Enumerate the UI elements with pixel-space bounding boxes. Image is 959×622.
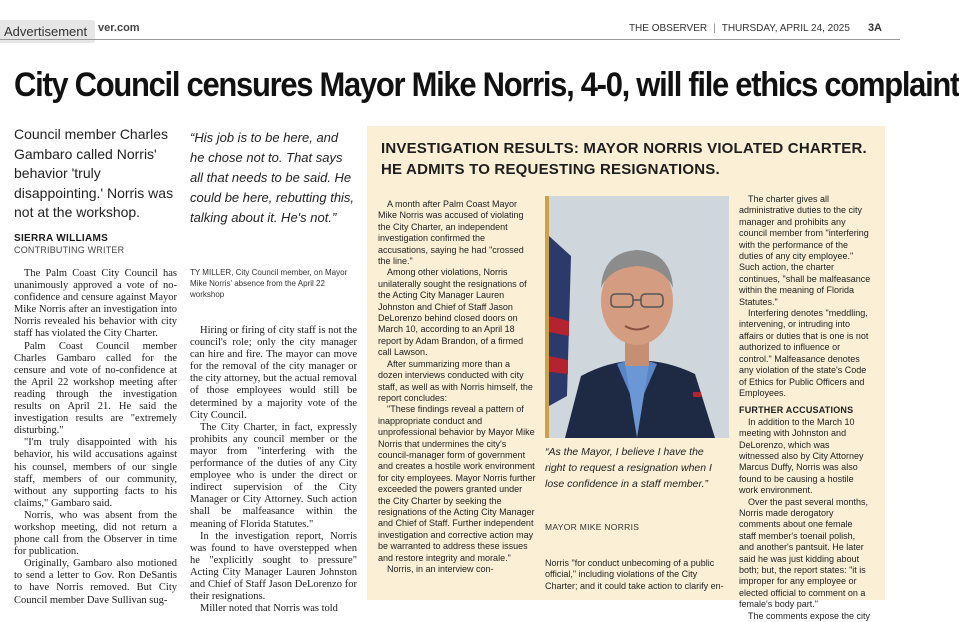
header-separator: | — [713, 22, 716, 34]
paragraph: Originally, Gambaro also motioned to send a letter to Gov. Ron DeSantis to have Norris removed. But City Council member Dave Sullivan sug- — [14, 558, 177, 606]
site-url-fragment: ver.com — [98, 22, 140, 34]
photo-caption-quote: “As the Mayor, I believe I have the right to request a resignation when I lose confidence in a staff member.” — [545, 446, 712, 490]
article-deck: Council member Charles Gambaro called Norris' behavior 'truly disappointing.' Norris was not at the workshop. — [14, 126, 174, 220]
paragraph: In the investigation report, Norris was found to have overstepped when he "explicitly sought to pressure" Acting City Manager Lauren Johnston and Chief of Staff Jason DeLorenzo for their resignations. — [190, 530, 357, 603]
photo-caption-credit: MAYOR MIKE NORRIS — [545, 522, 640, 532]
paragraph: Over the past several months, Norris made derogatory comments about one female staff member's toenail polish, and another's pantsuit. He later said he was just kidding about both; but, the report states: "it is improper for any employee or elected official to comment on a female's body part." — [739, 496, 869, 610]
article-headline: City Council censures Mayor Mike Norris, 4-0, will file ethics complaint — [14, 66, 959, 104]
paragraph: After summarizing more than a dozen interviews conducted with city staff, as well as with Norris himself, the report concludes: — [378, 358, 533, 403]
investigation-column-3 — [739, 194, 871, 622]
paragraph: "I'm truly disappointed with his behavior, his wild accusations against his counsel, members of our single staff, members of our community, without any supporting facts to his claims," Gambaro said. — [14, 437, 177, 509]
byline-role: CONTRIBUTING WRITER — [14, 245, 125, 255]
page-number: 3A — [867, 22, 882, 34]
pull-quote: “His job is to be here, and he chose not to. That says all that needs to be said. He could be here, rebutting this, talking about it. He's not.” — [190, 130, 355, 225]
pull-quote-attribution: TY MILLER, City Council member, on Mayor Mike Norris' absence from the April 22 workshop — [190, 268, 348, 299]
paragraph: The Palm Coast City Council has unanimously approved a vote of no-confidence and censure against Mayor Mike Norris after an investigation into Norris revealed his behavior with city staff has violated the City Charter. — [14, 268, 177, 340]
investigation-heading: INVESTIGATION RESULTS: MAYOR NORRIS VIOLATED CHARTER. HE ADMITS TO REQUESTING RESIGNATIONS. — [381, 140, 867, 178]
header-rule — [0, 39, 900, 40]
paragraph: The charter gives all administrative duties to the city manager and prohibits any council member from "interfering with the performance of the duties of any city employee." Such action, the charter continues, "shall be malfeasance within the meaning of Florida Statutes." — [739, 194, 871, 307]
page-header — [629, 22, 882, 34]
paragraph: Norris, in an interview con- — [387, 564, 494, 574]
paragraph: "These findings reveal a pattern of inappropriate conduct and unprofessional behavior by Mayor Mike Norris that undermines the city's council-manager form of government and creates a hostile work environment for city employees. Mayor Norris further exceeded the powers granted under the City Charter by seeking the resignations of the Acting City Manager and Chief of Staff. Further independent investigation and corrective action may be warranted to address these issues and restore integrity and morale." — [378, 404, 536, 563]
paragraph: Norris, who was absent from the workshop meeting, did not return a phone call from the Observer in time for publication. — [14, 509, 177, 558]
publication-name: THE OBSERVER — [628, 22, 708, 34]
paragraph: A month after Palm Coast Mayor Mike Norris was accused of violating the City Charter, an independent investigation confirmed the accusations, saying he had "crossed the line." — [378, 199, 524, 267]
issue-date: THURSDAY, APRIL 24, 2025 — [721, 22, 850, 34]
mayor-portrait-photo — [545, 196, 729, 438]
subheading-further-accusations: FURTHER ACCUSATIONS — [739, 405, 854, 416]
paragraph: The comments expose the city — [748, 610, 871, 621]
paragraph: In addition to the March 10 meeting with Johnston and DeLorenzo, which was witnessed also by City Attorney Marcus Duffy, Norris was also found to be causing a hostile work environment. — [739, 416, 864, 496]
paragraph: Among other violations, Norris unilaterally sought the resignations of the Acting City Manager Lauren Johnston and Chief of Staff Jason DeLorenzo behind closed doors on March 10, according to an April 18 report by Adam Brandon, of a firmed call Lawson. — [378, 267, 527, 358]
paragraph: Palm Coast Council member Charles Gambaro called for the censure and vote of no-confidence at the April 22 workshop meeting after reading through the investigation results on April 21. He said the investigation results are "extremely disturbing." — [14, 340, 177, 437]
advertisement-badge[interactable]: Advertisement — [0, 20, 95, 43]
paragraph: Interfering denotes "meddling, intervening, or intruding into affairs or duties that is one is not authorized to influence or control." Malfeasance denotes any violation of the state's Code of Ethics for Public Officers and Employees. — [739, 308, 869, 398]
paragraph: The City Charter, in fact, expressly prohibits any council member or the mayor from "interfering with the performance of the duties of any City employee who is under the direct or indirect supervision of the City Manager or City Attorney. Such action shall be malfeasance within the meaning of Florida Statutes." — [190, 421, 357, 530]
portrait-illustration — [545, 196, 729, 438]
article-column-1 — [14, 268, 177, 607]
byline-name: SIERRA WILLIAMS — [14, 233, 109, 244]
paragraph: Miller noted that Norris was told — [200, 603, 338, 615]
investigation-column-1 — [378, 199, 536, 575]
article-column-2 — [190, 325, 357, 615]
paragraph: Hiring or firing of city staff is not the council's role; only the city manager can hire and fire. The mayor can move for the removal of the city manager or the city attorney, but the actual removal of those employees would still be determined by a majority vote of the City Council. — [190, 325, 357, 421]
investigation-column-2: Norris "for conduct unbecoming of a public official," including violations of the City Charter; and it could take action to clarify en- — [545, 558, 724, 591]
investigation-sidebar — [367, 126, 885, 621]
